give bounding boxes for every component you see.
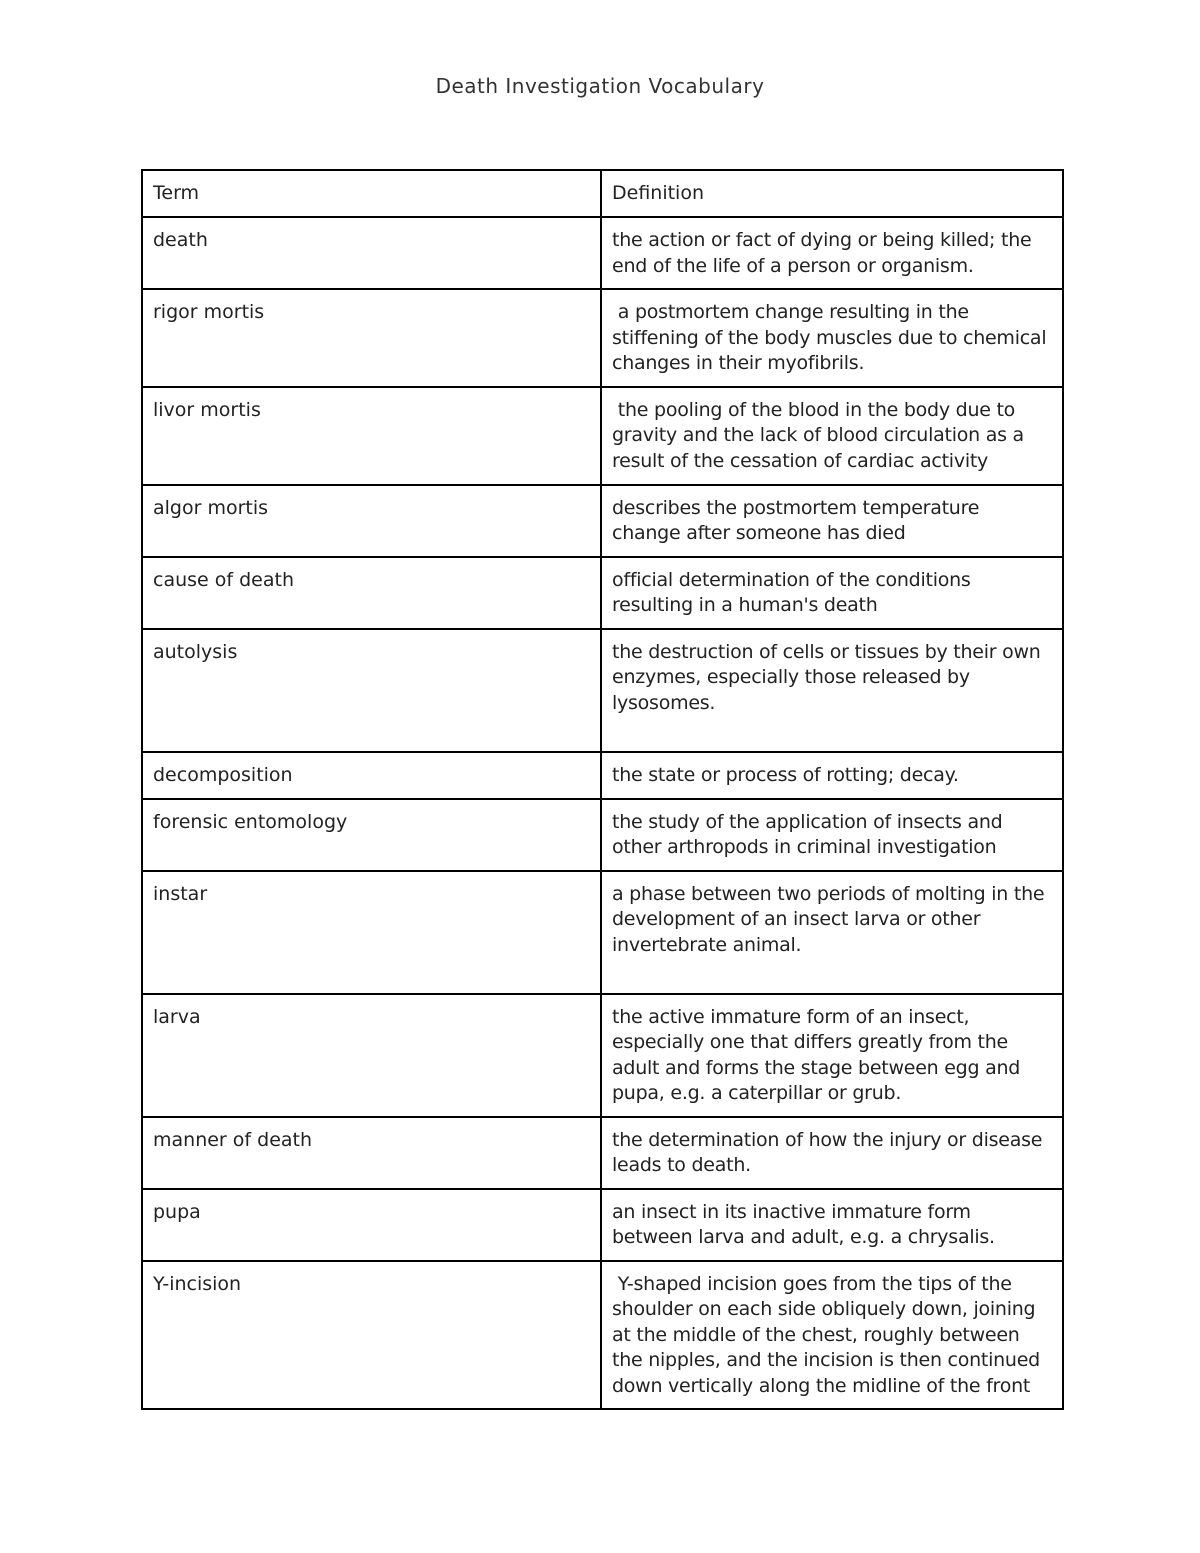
table-row	[142, 217, 1063, 289]
term-cell: livor mortis	[142, 387, 601, 485]
term-cell: rigor mortis	[142, 289, 601, 387]
term-cell: Y-incision	[142, 1261, 601, 1410]
table-row	[142, 289, 1063, 387]
table-row	[142, 629, 1063, 752]
term-cell: death	[142, 217, 601, 289]
table-row	[142, 994, 1063, 1117]
term-cell: forensic entomology	[142, 799, 601, 871]
term-cell: manner of death	[142, 1117, 601, 1189]
term-cell: autolysis	[142, 629, 601, 752]
definition-cell: the determination of how the injury or disease leads to death.	[601, 1117, 1063, 1189]
definition-cell: Y-shaped incision goes from the tips of the shoulder on each side obliquely down, joining at the middle of the chest, roughly between the nipples, and the incision is then continued down vertically along the midline of the front	[601, 1261, 1063, 1410]
term-cell: cause of death	[142, 557, 601, 629]
table-row	[142, 799, 1063, 871]
definition-cell: the study of the application of insects and other arthropods in criminal investigation	[601, 799, 1063, 871]
definition-cell: an insect in its inactive immature form between larva and adult, e.g. a chrysalis.	[601, 1189, 1063, 1261]
definition-cell: the destruction of cells or tissues by their own enzymes, especially those released by lysosomes.	[601, 629, 1063, 752]
table-row	[142, 1261, 1063, 1410]
table-row	[142, 1117, 1063, 1189]
term-cell: decomposition	[142, 752, 601, 799]
table-row	[142, 557, 1063, 629]
definition-cell: official determination of the conditions resulting in a human's death	[601, 557, 1063, 629]
table-row	[142, 387, 1063, 485]
page-title: Death Investigation Vocabulary	[435, 74, 765, 98]
table-row	[142, 485, 1063, 557]
definition-cell: the state or process of rotting; decay.	[601, 752, 1063, 799]
vocabulary-table	[141, 169, 1064, 1410]
term-cell: larva	[142, 994, 601, 1117]
definition-cell: a phase between two periods of molting in the development of an insect larva or other invertebrate animal.	[601, 871, 1063, 994]
table-row	[142, 871, 1063, 994]
table-header-row	[142, 170, 1063, 217]
term-cell: pupa	[142, 1189, 601, 1261]
definition-cell: the active immature form of an insect, especially one that differs greatly from the adult and forms the stage between egg and pupa, e.g. a caterpillar or grub.	[601, 994, 1063, 1117]
table-row	[142, 1189, 1063, 1261]
term-column-header: Term	[142, 170, 601, 217]
definition-cell: describes the postmortem temperature change after someone has died	[601, 485, 1063, 557]
term-cell: algor mortis	[142, 485, 601, 557]
table-row	[142, 752, 1063, 799]
definition-column-header: Definition	[601, 170, 1063, 217]
definition-cell: the action or fact of dying or being killed; the end of the life of a person or organism.	[601, 217, 1063, 289]
term-cell: instar	[142, 871, 601, 994]
definition-cell: a postmortem change resulting in the stiffening of the body muscles due to chemical changes in their myofibrils.	[601, 289, 1063, 387]
definition-cell: the pooling of the blood in the body due to gravity and the lack of blood circulation as a result of the cessation of cardiac activity	[601, 387, 1063, 485]
